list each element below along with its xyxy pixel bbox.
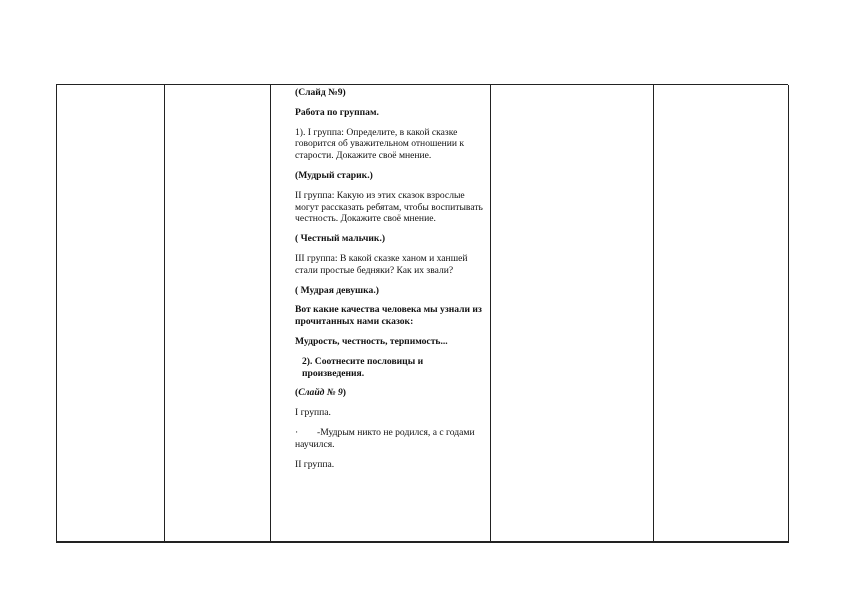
- proverb-text: -Мудрым никто не родился, а с годами научился.: [295, 426, 475, 450]
- group-2-answer: ( Честный мальчик.): [295, 233, 386, 245]
- table-cell-5: [654, 85, 789, 543]
- qualities-text: Мудрость, честность, терпимость...: [295, 335, 448, 347]
- table-cell-1: [57, 85, 165, 543]
- group-2-task: II группа: Какую из этих сказок взрослые могут рассказать ребятам, чтобы воспитывать честность. Докажите своё мнение.: [295, 189, 483, 225]
- group-i-label: I группа.: [295, 407, 331, 419]
- slide-reference: (Слайд №9): [295, 87, 346, 98]
- lesson-content: [271, 85, 490, 470]
- table-cell-2: [165, 85, 271, 543]
- table-cell-3: [271, 85, 491, 543]
- group-3-task: III группа: В какой сказке ханом и ханшей стали простые бедняки? Как их звали?: [295, 252, 468, 276]
- task-2-heading: 2). Соотнесите пословицы и произведения.: [302, 355, 424, 379]
- table-cell-4: [491, 85, 654, 543]
- proverb-item: [295, 427, 486, 451]
- group-1-answer: (Мудрый старик.): [295, 169, 373, 181]
- group-1-task: 1). I группа: Определите, в какой сказке говорится об уважительном отношении к старости. Докажите своё мнение.: [295, 126, 465, 162]
- lesson-table: [56, 84, 788, 543]
- bullet-icon: ·: [295, 426, 299, 438]
- group-ii-label: II группа.: [295, 458, 335, 470]
- group-work-heading: Работа по группам.: [295, 106, 379, 118]
- group-3-answer: ( Мудрая девушка.): [295, 284, 379, 296]
- summary-text: Вот какие качества человека мы узнали из прочитанных нами сказок:: [295, 304, 482, 328]
- slide-reference-2: (Слайд № 9): [295, 387, 346, 399]
